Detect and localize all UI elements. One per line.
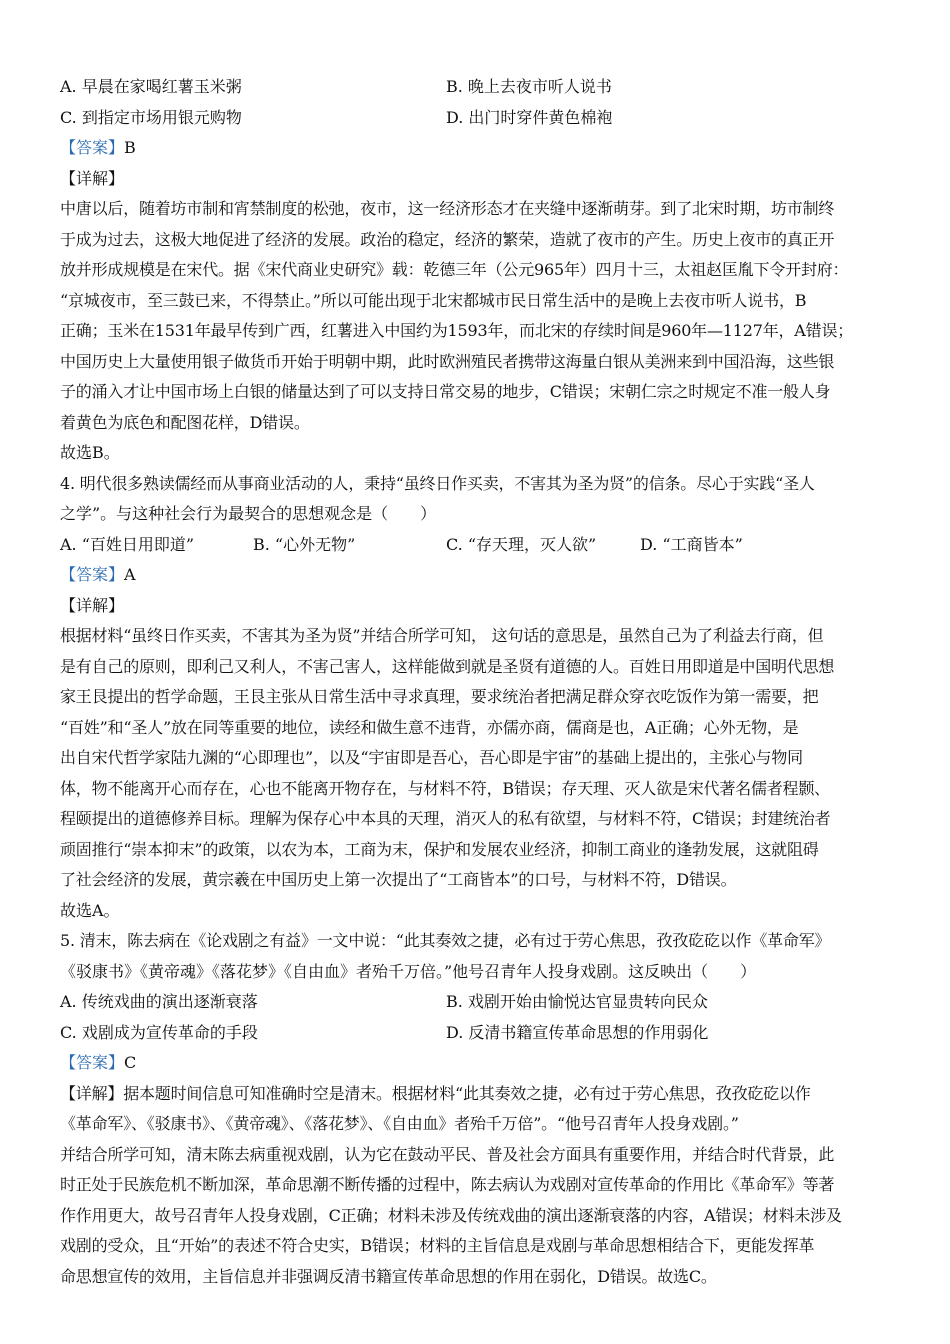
detail-line: 着黄色为底色和配图花样，D错误。 (60, 412, 310, 432)
q5-answer (60, 1048, 892, 1079)
q5-detail-first-line (60, 1079, 892, 1110)
q4-option-c: C. “存天理，灭人欲” (446, 534, 597, 554)
detail-line: 作作用更大，故号召青年人投身戏剧，C正确；材料未涉及传统戏曲的演出逐渐衰落的内容，A错误；材料未涉及 (60, 1205, 842, 1225)
detail-line: 子的涌入才让中国市场上白银的储量达到了可以支持日常交易的地步，C错误；宋朝仁宗之时规定不准一般人身 (60, 382, 831, 401)
answer-value: A (124, 565, 136, 584)
q3-option-a: A. 早晨在家喝红薯玉米粥 (60, 77, 242, 96)
q3-options-row-2 (60, 103, 892, 134)
q3-conclusion: 故选B。 (60, 443, 120, 462)
stem-line: 4. 明代很多熟读儒经而从事商业活动的人，秉持“虽终日作买卖，不害其为圣为贤”的信条。尽心于实践“圣人 (60, 473, 815, 493)
detail-line: “百姓”和“圣人”放在同等重要的地位，读经和做生意不违背，亦儒亦商，儒商是也，A正确；心外无物，是 (60, 717, 799, 737)
q5-option-a: A. 传统戏曲的演出逐渐衰落 (60, 992, 258, 1011)
q5-option-d: D. 反清书籍宣传革命思想的作用弱化 (446, 1022, 709, 1042)
detail-line: 出自宋代哲学家陆九渊的“心即理也”，以及“宇宙即是吾心，吾心即是宇宙”的基础上提出的，主张心与物同 (60, 748, 803, 767)
q5-option-c: C. 戏剧成为宣传革命的手段 (60, 1022, 258, 1042)
q3-option-c: C. 到指定市场用银元购物 (60, 107, 242, 127)
q5-options-row-1 (60, 987, 892, 1018)
detail-line: 戏剧的受众，且“开始”的表述不符合史实，B错误；材料的主旨信息是戏剧与革命思想相结合下，更能发挥革 (60, 1236, 815, 1255)
answer-value: C (124, 1053, 137, 1072)
detail-line: 并结合所学可知，清末陈去病重视戏剧，认为它在鼓动平民、普及社会方面具有重要作用，并结合时代背景，此 (60, 1144, 835, 1164)
detail-line: 了社会经济的发展，黄宗羲在中国历史上第一次提出了“工商皆本”的口号，与材料不符，D错误。 (60, 870, 737, 889)
detail-label: 【详解】 (60, 1083, 124, 1103)
q4-option-a: A. “百姓日用即道” (60, 534, 195, 554)
stem-line: 5. 清末，陈去病在《论戏剧之有益》一文中说：“此其奏效之捷，必有过于劳心焦思，孜孜矻矻以作《革命军》 (60, 931, 831, 950)
detail-line: 程颐提出的道德修养目标。理解为保存心中本具的天理，消灭人的私有欲望，与材料不符，C错误；封建统治者 (60, 809, 831, 828)
q4-conclusion: 故选A。 (60, 900, 120, 920)
q5-options-row-2 (60, 1018, 892, 1049)
detail-line: 《革命军》、《驳康书》、《黄帝魂》、《落花梦》、《自由血》者殆千万倍”。“他号召青年人投身戏剧。” (60, 1114, 739, 1133)
detail-line: 是有自己的原则，即利己又利人，不害己害人，这样能做到就是圣贤有道德的人。百姓日用即道是中国明代思想 (60, 656, 835, 676)
q5-detail (60, 1109, 892, 1292)
detail-line: 中唐以后，随着坊市制和宵禁制度的松弛，夜市，这一经济形态才在夹缝中逐渐萌芽。到了北宋时期，坊市制终 (60, 199, 835, 218)
detail-line: 体，物不能离开心而存在，心也不能离开物存在，与材料不符，B错误；存天理、灭人欲是宋代著名儒者程颢、 (60, 778, 830, 798)
detail-line: 正确；玉米在1531年最早传到广西，红薯进入中国约为1593年，而北宋的存续时间是960年—1127年，A错误； (60, 321, 854, 340)
detail-line: “京城夜市，至三鼓已来，不得禁止。”所以可能出现于北宋都城市民日常生活中的是晚上去夜市听人说书，B (60, 290, 807, 310)
q3-option-b: B. 晚上去夜市听人说书 (446, 77, 612, 96)
q3-detail (60, 194, 892, 438)
q4-option-d: D. “工商皆本” (640, 534, 743, 554)
q3-answer (60, 133, 892, 164)
answer-value: B (124, 138, 136, 157)
detail-line: 家王艮提出的哲学命题，王艮主张从日常生活中寻求真理，要求统治者把满足群众穿衣吃饭作为第一需要，把 (60, 687, 819, 706)
detail-line: 中国历史上大量使用银子做货币开始于明朝中期，此时欧洲殖民者携带这海量白银从美洲来到中国沿海，这些银 (60, 351, 835, 371)
q5-stem (60, 926, 892, 987)
detail-line: 时正处于民族危机不断加深，革命思潮不断传播的过程中，陈去病认为戏剧对宣传革命的作用比《革命军》等著 (60, 1175, 835, 1194)
q5-option-b: B. 戏剧开始由愉悦达官显贵转向民众 (446, 992, 708, 1011)
q3-options-row-1 (60, 72, 892, 103)
document-page (60, 72, 892, 1292)
q3-option-d: D. 出门时穿件黄色棉袍 (446, 107, 613, 127)
detail-line: 顽固推行“崇本抑末”的政策，以农为本，工商为末，保护和发展农业经济，抑制工商业的逢勃发展，这就阻碍 (60, 839, 819, 859)
detail-line: 命思想宣传的效用，主旨信息并非强调反清书籍宣传革命思想的作用在弱化，D错误。故选C。 (60, 1266, 717, 1286)
detail-text: 据本题时间信息可知准确时空是清末。根据材料“此其奏效之捷，必有过于劳心焦思，孜孜矻矻以作 (123, 1083, 811, 1103)
detail-line: 根据材料“虽终日作买卖，不害其为圣为贤”并结合所学可知， 这句话的意思是，虽然自己为了利益去行商，但 (60, 626, 824, 645)
detail-line: 于成为过去，这极大地促进了经济的发展。政治的稳定，经济的繁荣，造就了夜市的产生。历史上夜市的真正开 (60, 229, 835, 249)
q4-detail (60, 621, 892, 896)
q4-options (60, 530, 892, 561)
q4-stem (60, 469, 892, 530)
answer-label: 【答案】 (60, 565, 125, 584)
q4-answer (60, 560, 892, 591)
stem-line: 之学”。与这种社会行为最契合的思想观念是（ ） (60, 504, 437, 523)
q4-option-b: B. “心外无物” (253, 534, 356, 554)
q3-detail-label: 【详解】 (60, 168, 125, 188)
q4-detail-label: 【详解】 (60, 595, 125, 615)
answer-label: 【答案】 (60, 138, 125, 157)
stem-line: 《驳康书》《黄帝魂》《落花梦》《自由血》者殆千万倍。”他号召青年人投身戏剧。这反映出（ ） (60, 961, 757, 981)
answer-label: 【答案】 (60, 1053, 125, 1072)
detail-line: 放并形成规模是在宋代。据《宋代商业史研究》载：乾德三年（公元965年）四月十三，太祖赵匡胤下令开封府： (60, 260, 849, 279)
